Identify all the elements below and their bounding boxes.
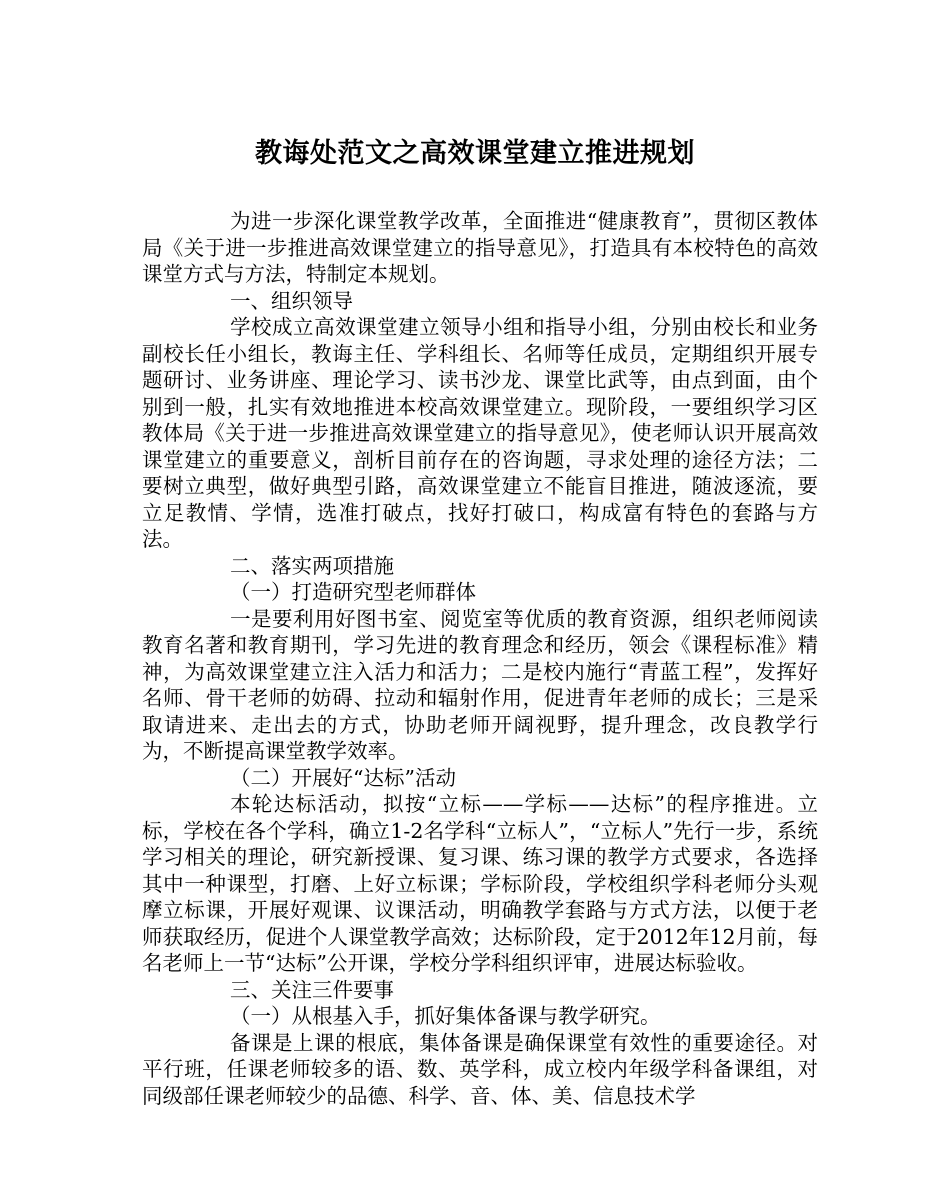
heading-section-1: 一、组织领导 [230,288,353,313]
document-body [142,208,818,1109]
subheading-2-2: （二）开展好“达标”活动 [230,765,456,790]
paragraph-section-1: 学校成立高效课堂建立领导小组和指导小组，分别由校长和业务副校长任小组长，教诲主任、学科组长、名师等任成员，定期组织开展专题研讨、业务讲座、理论学习、读书沙龙、课堂比武等，由点到面，由个别到一般，扎实有效地推进本校高效课堂建立。现阶段，一要组织学习区教体局《关于进一步推进高效课堂建立的指导意见》，使老师认识开展高效课堂建立的重要意义，剖析目前存在的咨询题，寻求处理的途径方法；二要树立典型，做好典型引路，高效课堂建立不能盲目推进，随波逐流，要立足教情、学情，选准打破点，找好打破口，构成富有特色的套路与方法。 [142,315,818,551]
paragraph-3-1: 备课是上课的根底，集体备课是确保课堂有效性的重要途径。对平行班，任课老师较多的语、数、英学科，成立校内年级学科备课组，对同级部任课老师较少的品德、科学、音、体、美、信息技术学 [142,1030,818,1108]
paragraph-2-2: 本轮达标活动，拟按“立标——学标——达标”的程序推进。立标，学校在各个学科，确立1-2名学科“立标人”，“立标人”先行一步，系统学习相关的理论，研究新授课、复习课、练习课的教学方式要求，各选择其中一种课型，打磨、上好立标课；学标阶段，学校组织学科老师分头观摩立标课，开展好观课、议课活动，明确教学套路与方式方法，以便于老师获取经历，促进个人课堂教学高效；达标阶段，定于2012年12月前，每名老师上一节“达标”公开课，学校分学科组织评审，进展达标验收。 [142,792,818,975]
document-title: 教诲处范文之高效课堂建立推进规划 [255,138,695,169]
subheading-3-1: （一）从根基入手，抓好集体备课与教学研究。 [230,1004,661,1028]
paragraph-2-1: 一是要利用好图书室、阅览室等优质的教育资源，组织老师阅读教育名著和教育期刊，学习先进的教育理念和经历，领会《课程标准》精神，为高效课堂建立注入活力和活力；二是校内施行“青蓝工程”，发挥好名师、骨干老师的妨碍、拉动和辐射作用，促进青年老师的成长；三是采取请进来、走出去的方式，协助老师开阔视野，提升理念，改良教学行为，不断提高课堂教学效率。 [142,606,818,763]
heading-section-2: 二、落实两项措施 [230,553,394,578]
subheading-2-1: （一）打造研究型老师群体 [230,580,476,604]
heading-section-3: 三、关注三件要事 [230,977,394,1002]
paragraph-intro: 为进一步深化课堂教学改革，全面推进“健康教育”，贯彻区教体局《关于进一步推进高效课堂建立的指导意见》，打造具有本校特色的高效课堂方式与方法，特制定本规划。 [142,209,818,286]
